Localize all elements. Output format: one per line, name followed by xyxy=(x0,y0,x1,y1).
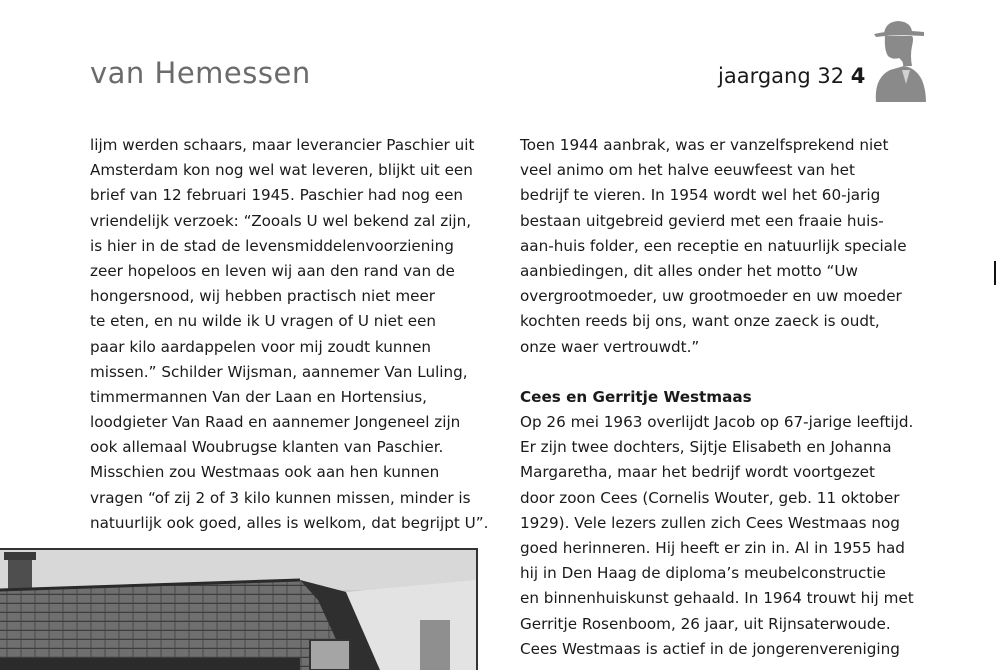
section-heading: Cees en Gerritje Westmaas xyxy=(520,387,752,406)
building-photo-image xyxy=(0,550,476,670)
text-cursor xyxy=(994,261,996,285)
text-column-left xyxy=(90,133,489,536)
text-line: lijm werden schaars, maar leverancier Paschier uit xyxy=(90,136,475,154)
text-column-right xyxy=(520,133,914,662)
text-line: kochten reeds bij ons, want onze zaeck is oudt, xyxy=(520,312,880,331)
text-line: missen.” Schilder Wijsman, aannemer Van Luling, xyxy=(90,362,468,381)
paragraph-gap xyxy=(520,360,910,385)
text-line: hij in Den Haag de diploma’s meubelconstructie xyxy=(520,564,886,583)
text-line: vriendelijk verzoek: “Zooals U wel bekend zal zijn, xyxy=(90,211,472,230)
text-line: vragen “of zij 2 of 3 kilo kunnen missen, minder is xyxy=(90,488,471,507)
text-line: brief van 12 februari 1945. Paschier had nog een xyxy=(90,186,464,205)
text-line: onze waer vertrouwdt.” xyxy=(520,337,700,356)
text-line: Op 26 mei 1963 overlijdt Jacob op 67-jarige leeftijd. xyxy=(520,413,914,432)
text-line: timmermannen Van der Laan en Hortensius, xyxy=(90,387,427,406)
text-line: is hier in de stad de levensmiddelenvoorziening xyxy=(90,236,454,255)
text-line: goed herinneren. Hij heeft er zin in. Al in 1955 had xyxy=(520,539,905,557)
text-line: zeer hopeloos en leven wij aan den rand van de xyxy=(90,261,455,280)
text-line: natuurlijk ook goed, alles is welkom, dat begrijpt U”. xyxy=(90,513,489,532)
man-with-hat-silhouette-icon xyxy=(868,18,928,102)
text-line: hongersnood, wij hebben practisch niet meer xyxy=(90,287,436,306)
volume-label: jaargang 32 xyxy=(718,64,845,88)
text-line: bestaan uitgebreid gevierd met een fraaie huis- xyxy=(520,211,884,230)
page-number: 4 xyxy=(850,64,866,88)
text-line: Misschien zou Westmaas ook aan hen kunnen xyxy=(90,463,440,482)
text-line: te eten, en nu wilde ik U vragen of U niet een xyxy=(90,312,437,331)
text-line: aanbiedingen, dit alles onder het motto “Uw xyxy=(520,261,858,280)
text-line: Er zijn twee dochters, Sijtje Elisabeth en Johanna xyxy=(520,438,892,457)
volume-and-page xyxy=(718,64,865,88)
text-line: Margaretha, maar het bedrijf wordt voortgezet xyxy=(520,463,875,482)
text-line: door zoon Cees (Cornelis Wouter, geb. 11 oktober xyxy=(520,488,900,507)
text-line: Gerritje Rosenboom, 26 jaar, uit Rijnsaterwoude. xyxy=(520,614,891,633)
text-line: bedrijf te vieren. In 1954 wordt wel het 60-jarig xyxy=(520,186,881,205)
building-photo xyxy=(0,548,478,670)
page-title: van Hemessen xyxy=(90,56,311,90)
text-line: en binnenhuiskunst gehaald. In 1964 trouwt hij met xyxy=(520,589,914,608)
text-line: aan-huis folder, een receptie en natuurlijk speciale xyxy=(520,236,907,255)
text-line: ook allemaal Woubrugse klanten van Paschier. xyxy=(90,438,444,457)
text-line: veel animo om het halve eeuwfeest van het xyxy=(520,161,855,180)
text-line: overgrootmoeder, uw grootmoeder en uw moeder xyxy=(520,287,902,306)
text-line: 1929). Vele lezers zullen zich Cees Westmaas nog xyxy=(520,513,900,532)
text-line: Toen 1944 aanbrak, was er vanzelfsprekend niet xyxy=(520,136,889,154)
text-line: paar kilo aardappelen voor mij zoudt kunnen xyxy=(90,337,432,356)
text-line: loodgieter Van Raad en aannemer Jongeneel zijn xyxy=(90,413,461,432)
text-line: Amsterdam kon nog wel wat leveren, blijkt uit een xyxy=(90,161,473,180)
text-line: Cees Westmaas is actief in de jongerenvereniging xyxy=(520,639,900,658)
